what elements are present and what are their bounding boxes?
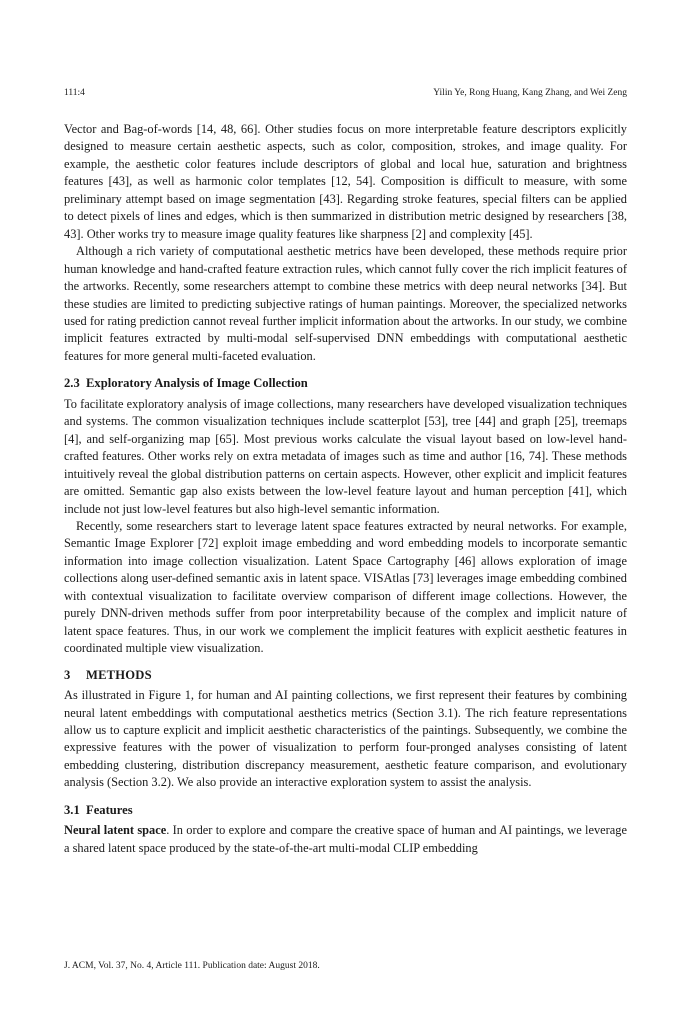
- page-body: [64, 121, 627, 857]
- section-title: METHODS: [86, 667, 152, 682]
- paragraph-neural-latent-space: [64, 822, 627, 857]
- section-number: 3.1: [64, 802, 80, 817]
- paragraph-visualization-techniques: To facilitate exploratory analysis of image collections, many researchers have developed visualization techniques and systems. The common visualization techniques include scatterplot [53], tree [44] and graph [25], treemaps [4], and self-organizing map [65]. Most previous works calculate the visual layout based on low-level hand-crafted features. Other works rely on extra metadata of images such as time and author [16, 74]. These methods intuitively reveal the global distribution patterns on certain aspects. However, other explicit and implicit features are omitted. Semantic gap also exists between the low-level feature layout and human perception [41], which include not just low-level features but also high-level semantic information.: [64, 396, 627, 516]
- author-list: Yilin Ye, Rong Huang, Kang Zhang, and Wei Zeng: [433, 88, 627, 98]
- paragraph-methods-overview: As illustrated in Figure 1, for human and AI painting collections, we first represent their features by combining neural latent embeddings with computational aesthetics metrics (Section 3.1). The rich feature representations allow us to capture explicit and implicit aesthetic characteristics of the paintings. Subsequently, we combine the expressive features with the power of visualization to perform four-pronged analyses consisting of latent embedding clustering, distribution discrepancy measurement, aesthetic feature comparison, and evolutionary analysis (Section 3.2). We also provide an interactive exploration system to assist the analysis.: [64, 688, 627, 790]
- section-heading-3: [64, 667, 627, 684]
- section-heading-3-1: [64, 802, 627, 819]
- paragraph-feature-descriptors: Vector and Bag-of-words [14, 48, 66]. Other studies focus on more interpretable feature descriptors explicitly designed to measure certain aesthetic aspects, such as color, composition, strokes, and image quality. For example, the aesthetic color features include descriptors of global and local hue, saturation and brightness features [43], as well as harmonic color templates [12, 54]. Composition is difficult to measure, with some preliminary attempt based on image segmentation [43]. Regarding stroke features, special filters can be applied to detect pixels of lines and edges, which is then summarized in distribution metric designed by researchers [38, 43]. Other works try to measure image quality features like sharpness [2] and complexity [45].: [64, 122, 627, 241]
- page-number: 111:4: [64, 88, 85, 98]
- section-number: 2.3: [64, 376, 80, 391]
- section-title: Exploratory Analysis of Image Collection: [86, 376, 308, 391]
- paragraph-text: . In order to explore and compare the creative space of human and AI paintings, we leverage a shared latent space produced by the state-of-the-art multi-modal CLIP embedding: [64, 823, 627, 855]
- section-title: Features: [86, 802, 133, 817]
- running-header: [64, 86, 627, 100]
- paragraph-aesthetic-metrics: Although a rich variety of computational aesthetic metrics have been developed, these methods require prior human knowledge and hand-crafted feature extraction rules, which cannot fully cover the rich implicit features of the artworks. Recently, some researchers attempt to combine these metrics with deep neural networks [34]. But these studies are limited to predicting subjective ratings of human paintings. Moreover, the specialized networks used for rating prediction cannot reveal further implicit information about the artworks. In our study, we combine implicit features extracted by multi-modal self-supervised DNN embeddings with computational aesthetic features for more general multi-faceted evaluation.: [64, 244, 627, 363]
- paragraph-latent-space-features: Recently, some researchers start to leverage latent space features extracted by neural networks. For example, Semantic Image Explorer [72] exploit image embedding and word embedding models to incorporate semantic information into image collection visualization. Latent Space Cartography [46] allows exploration of image collections along user-defined semantic axis in latent space. VISAtlas [73] leverages image embedding combined with contextual visualization to facilitate overview comparison of different image collections. However, the purely DNN-driven methods suffer from poor interpretability because of the complex and implicit nature of latent space features. Thus, in our work we complement the implicit features with explicit aesthetic features in coordinated multiple view visualization.: [64, 518, 627, 656]
- section-heading-2-3: [64, 375, 627, 392]
- run-in-heading: Neural latent space: [64, 823, 167, 838]
- footer-citation: J. ACM, Vol. 37, No. 4, Article 111. Publication date: August 2018.: [64, 961, 320, 971]
- section-number: 3: [64, 667, 71, 682]
